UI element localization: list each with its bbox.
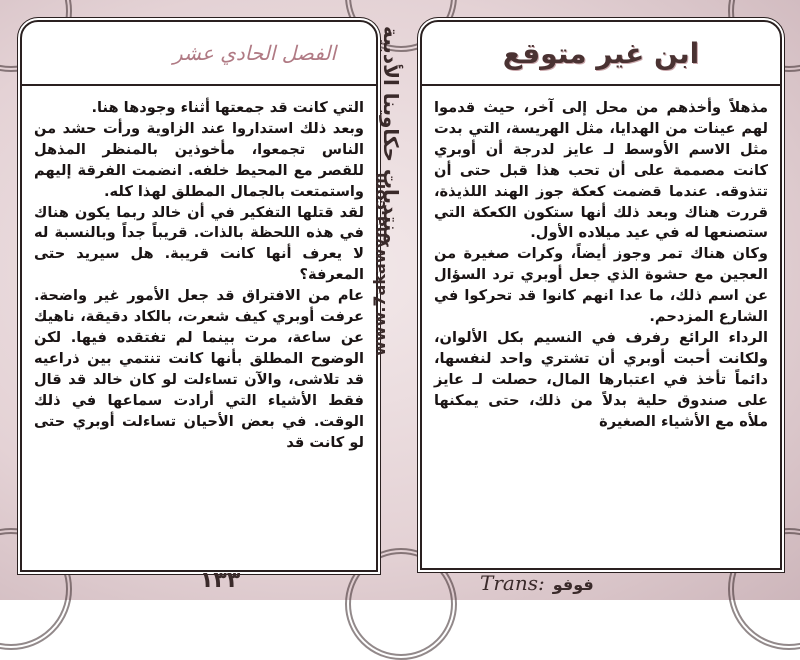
translator-credit bbox=[480, 571, 594, 595]
page-number: ١٣٣ bbox=[200, 568, 241, 593]
paragraph: التي كانت قد جمعتها أثناء وجودها هنا. bbox=[91, 99, 364, 116]
chapter-title-right: ابن غير متوقع bbox=[422, 22, 780, 86]
left-page-text bbox=[22, 86, 376, 453]
paragraph: عام من الافتراق قد جعل الأمور غير واضحة. عرفت أوبري كيف شعرت، بالكاد دقيقة، ناهيك عن ساعة، مرت بينما لم تفتقده فيها. لكن الوضوح المطلق بأنها كانت تنتمي بين ذراعيه قد تلاشى، والآن تساءلت لو كان خالد قد قال فقط الأشياء التي أرادت سماعها في ذلك الوقت. في بعض الأحيان تساءلت أوبري حتى لو كانت قد bbox=[34, 287, 364, 451]
paragraph: الرداء الرائع رفرف في النسيم بكل الألوان، ولكانت أحبت أوبري أن تشتري واحد لنفسها، دائماً تأخذ في اعتبارها المال، حصلت لـ عايز على صندوق حلية بدلاً من ذلك، حتى يمكنها ملأه مع الأشياء الصغيرة bbox=[434, 328, 768, 430]
right-page bbox=[420, 20, 782, 570]
site-url[interactable]: www.7akawyna.com bbox=[370, 172, 389, 356]
credit-label: Trans: bbox=[480, 571, 545, 595]
chapter-title-left: الفصل الحادي عشر bbox=[22, 22, 376, 86]
forum-name: منتديات حكاوينا الأدبية bbox=[379, 26, 403, 245]
translator-name: فوفو bbox=[552, 575, 594, 594]
left-page bbox=[20, 20, 378, 572]
right-page-text bbox=[422, 86, 780, 433]
paragraph: وكان هناك تمر وجوز أيضاً، وكرات صغيرة من العجين مع حشوة الذي جعل أوبري ترد السؤال عن اسم ذلك، ما عدا انهم كانوا قد تحركوا في الشارع المزدحم. bbox=[434, 245, 768, 326]
book-spine bbox=[370, 26, 414, 576]
paragraph: وبعد ذلك استداروا عند الزاوية ورأت حشد من الناس تجمعوا، مأخوذين بالمنظر المذهل للقصر مع المحيط خلفه. انضمت الفرقة إليهم واستمتعت بالجمال المطلق لهذا كله. bbox=[34, 119, 364, 200]
paragraph: لقد قتلها التفكير في أن خالد ربما يكون هناك في هذه اللحظة بالذات. قريباً جداً وبالنسبة له لا يعرف أنها كانت قريبة. هل سيريد حتى المعرفة؟ bbox=[34, 203, 364, 284]
paragraph: مذهلاً وأخذهم من محل إلى آخر، حيث قدموا لهم عينات من الهدايا، مثل الهريسة، التي بدت مثل الاسم الأوسط لـ عايز لدرجة أن أوبري كانت مصممة على أن تحب هذا قبل حتى أن تتذوقه. عندما قضمت كعكة جوز الهند اللذيذة، قررت هناك وبعد ذلك أنها ستكون الكعكة التي ستصنعها له في عيد ميلاده الأول. bbox=[434, 99, 768, 242]
